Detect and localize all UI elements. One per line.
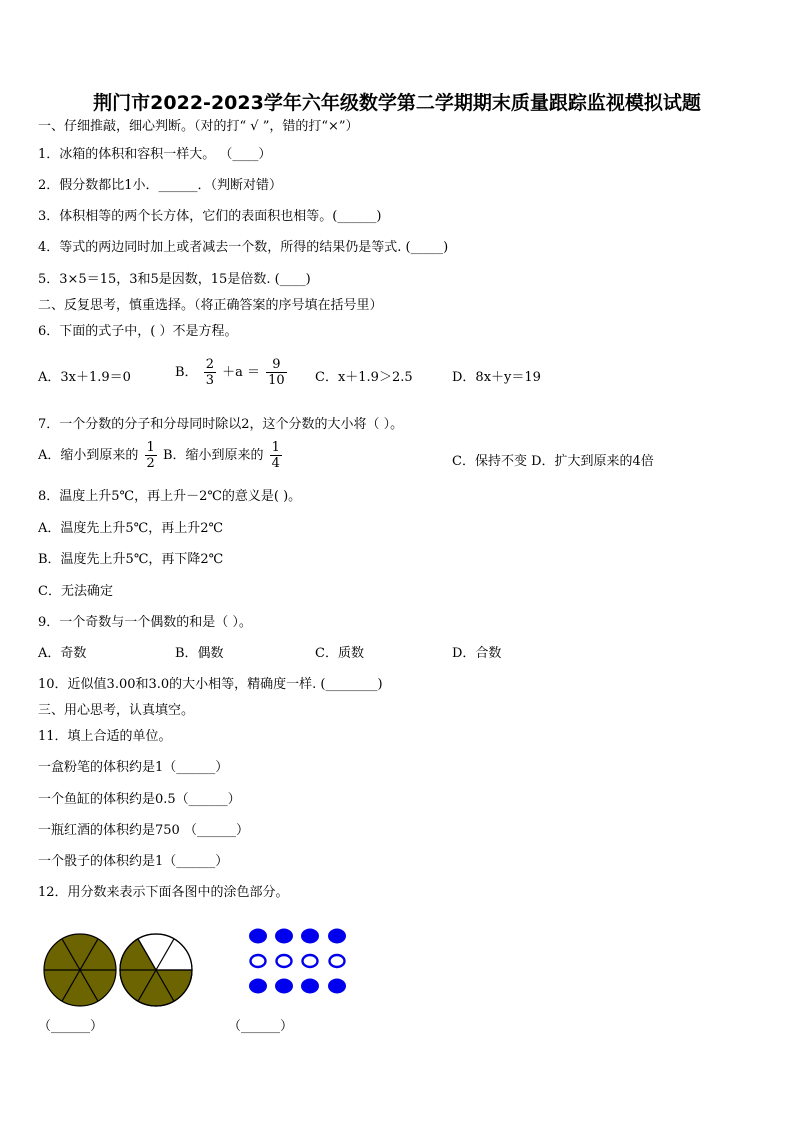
pie-partial-shaded bbox=[120, 934, 192, 1006]
q11-line-4: 一个骰子的体积约是1（______） bbox=[38, 854, 229, 869]
question-6-stem: 6．下面的式子中，( ）不是方程。 bbox=[38, 324, 238, 339]
question-10: 10．近似值3.00和3.0的大小相等，精确度一样. (________) bbox=[38, 677, 383, 692]
q9-option-d: D．合数 bbox=[452, 646, 502, 661]
section-3-heading: 三、用心思考，认真填空。 bbox=[38, 703, 195, 718]
question-3: 3．体积相等的两个长方体，它们的表面积也相等。(______) bbox=[38, 209, 382, 224]
q12-answer-blank-2: （______） bbox=[228, 1019, 294, 1034]
q7-option-a-label: A．缩小到原来的 bbox=[38, 448, 139, 463]
question-4: 4．等式的两边同时加上或者减去一个数，所得的结果仍是等式. (_____) bbox=[38, 240, 449, 255]
q7-options-cd: C．保持不变 D．扩大到原来的4倍 bbox=[452, 454, 654, 469]
question-2: 2．假分数都比1小．______．（判断对错） bbox=[38, 178, 283, 193]
section-1-heading: 一、仔细推敲，细心判断。（对的打“ √ ”，错的打“×”） bbox=[38, 119, 359, 134]
q6-option-a: A．3x＋1.9＝0 bbox=[38, 370, 131, 385]
q7-option-b-label: B．缩小到原来的 bbox=[162, 448, 264, 463]
question-7-stem: 7．一个分数的分子和分母同时除以2，这个分数的大小将（ ）。 bbox=[38, 417, 404, 432]
page-title: 荆门市2022-2023学年六年级数学第二学期期末质量跟踪监视模拟试题 bbox=[93, 92, 701, 114]
q9-option-a: A．奇数 bbox=[38, 646, 87, 661]
question-1: 1．冰箱的体积和容积一样大。 （____） bbox=[38, 147, 272, 162]
section-2-heading: 二、反复思考，慎重选择。（将正确答案的序号填在括号里） bbox=[38, 298, 383, 313]
fraction: $\frac{1}{4}$ bbox=[271, 440, 280, 471]
q12-pie-figure bbox=[38, 925, 208, 1015]
q9-option-b: B．偶数 bbox=[175, 646, 224, 661]
q11-line-2: 一个鱼缸的体积约是0.5（______） bbox=[38, 792, 241, 807]
q6-option-c: C．x＋1.9＞2.5 bbox=[315, 370, 413, 385]
question-12-stem: 12．用分数来表示下面各图中的涂色部分。 bbox=[38, 885, 289, 900]
q6-option-d: D．8x＋y＝19 bbox=[452, 370, 541, 385]
q11-line-3: 一瓶红酒的体积约是750 （______） bbox=[38, 823, 249, 838]
question-9-stem: 9．一个奇数与一个偶数的和是（ ）。 bbox=[38, 615, 252, 630]
q9-option-c: C．质数 bbox=[315, 646, 364, 661]
question-11-stem: 11．填上合适的单位。 bbox=[38, 729, 172, 744]
q6-option-b bbox=[175, 357, 289, 388]
fraction: $\frac{9}{10}$ bbox=[268, 357, 285, 388]
fraction: $\frac{1}{2}$ bbox=[146, 440, 155, 471]
fraction: $\frac{2}{3}$ bbox=[205, 357, 214, 388]
q8-option-b: B．温度先上升5℃，再下降2℃ bbox=[38, 552, 224, 567]
q8-option-a: A．温度先上升5℃，再上升2℃ bbox=[38, 521, 224, 536]
q8-option-c: C．无法确定 bbox=[38, 584, 113, 599]
q12-dots-figure bbox=[245, 927, 355, 997]
question-8-stem: 8．温度上升5℃，再上升－2℃的意义是( )。 bbox=[38, 489, 302, 504]
q6-option-b-label: B． bbox=[175, 365, 198, 380]
pie-full-shaded bbox=[44, 934, 116, 1006]
q7-options-ab bbox=[38, 440, 284, 471]
question-5: 5．3×5＝15，3和5是因数，15是倍数. (____) bbox=[38, 272, 311, 287]
q12-answer-blank-1: （______） bbox=[38, 1019, 104, 1034]
q6-option-b-middle: ＋a ＝ bbox=[222, 365, 261, 380]
q11-line-1: 一盒粉笔的体积约是1（______） bbox=[38, 760, 229, 775]
